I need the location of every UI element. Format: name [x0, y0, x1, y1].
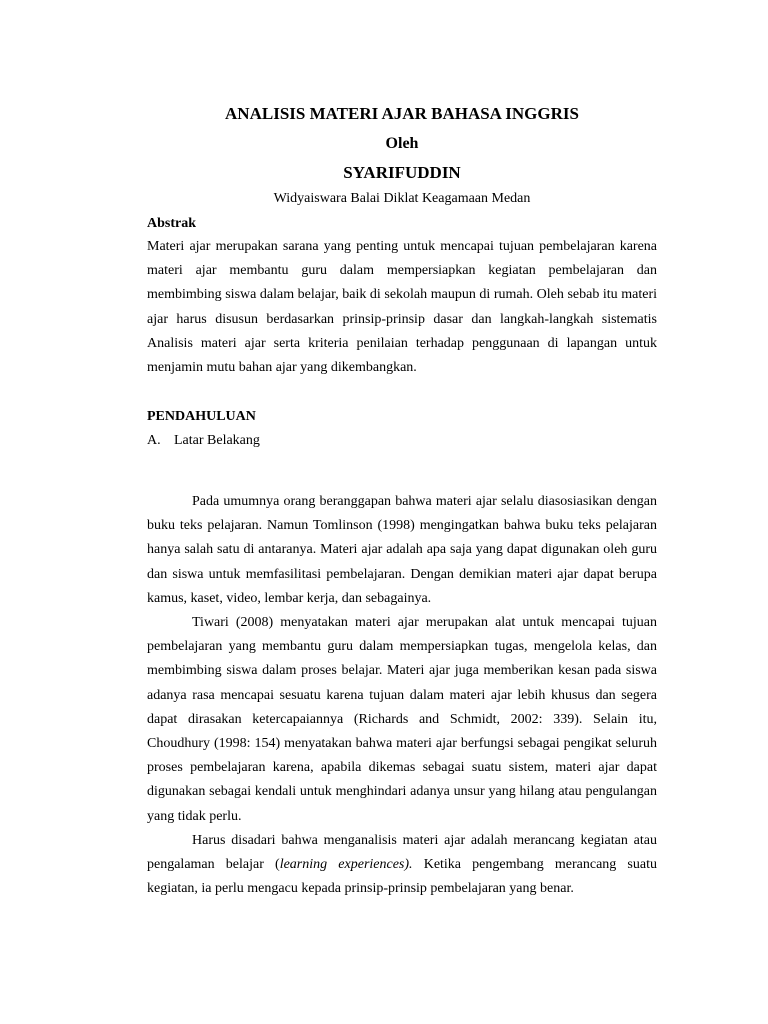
body-paragraph-2: Tiwari (2008) menyatakan materi ajar merupakan alat untuk mencapai tujuan pembelajaran yang membantu guru dalam mempersiapkan tugas, mengelola kelas, dan membimbing siswa dalam proses belajar. Materi ajar juga memberikan kesan pada siswa adanya rasa mencapai sesuatu karena tujuan dalam materi ajar lebih khusus dan segera dapat dirasakan ketercapaiannya (Richards and Schmidt, 2002: 339). Selain itu, Choudhury (1998: 154) menyatakan bahwa materi ajar berfungsi sebagai pengikat seluruh proses pembelajaran karena, apabila dikemas sebagai suatu sistem, materi ajar dapat digunakan sebagai kendali untuk menghindari adanya unsur yang hilang atau pengulangan yang tidak perlu.: [147, 615, 657, 824]
body-paragraph-1: Pada umumnya orang beranggapan bahwa materi ajar selalu diasosiasikan dengan buku teks pelajaran. Namun Tomlinson (1998) mengingatkan bahwa buku teks pelajaran hanya salah satu di antaranya. Materi ajar adalah apa saja yang dapat digunakan oleh guru dan siswa untuk memfasilitasi pembelajaran. Dengan demikian materi ajar dapat berupa kamus, kaset, video, lembar kerja, dan sebagainya.: [147, 494, 657, 606]
body-section: [147, 490, 657, 901]
subsection-heading: [147, 430, 260, 452]
body-paragraph-3: [147, 829, 657, 902]
abstract-section: [147, 235, 657, 380]
abstract-text: Materi ajar merupakan sarana yang penting untuk mencapai tujuan pembelajaran karena materi ajar membantu guru dalam mempersiapkan kegiatan pembelajaran dan membimbing siswa dalam belajar, baik di sekolah maupun di rumah. Oleh sebab itu materi ajar harus disusun berdasarkan prinsip-prinsip dasar dan langkah-langkah sistematis Analisis materi ajar serta kriteria penilaian terhadap penggunaan di lapangan untuk menjamin mutu bahan ajar yang dikembangkan.: [147, 239, 657, 376]
author-affiliation: Widyaiswara Balai Diklat Keagamaan Medan: [273, 191, 531, 206]
abstract-heading: Abstrak: [147, 216, 197, 231]
subsection-title: Latar Belakang: [174, 433, 260, 448]
subsection-number: A.: [147, 433, 161, 448]
paragraph-3-end: Ketika pengembang merancang suatu kegiatan, ia perlu mengacu kepada prinsip-prinsip pembelajaran yang benar.: [147, 857, 657, 897]
paragraph-3-italic-term: learning experiences).: [279, 857, 413, 873]
paragraph-3-start: Harus disadari bahwa menganalisis materi ajar adalah merancang kegiatan atau pengalaman belajar (: [147, 832, 657, 873]
author-name: SYARIFUDDIN: [343, 163, 461, 182]
paper-title: ANALISIS MATERI AJAR BAHASA INGGRIS: [225, 104, 579, 123]
byline: Oleh: [385, 135, 419, 152]
section-heading: PENDAHULUAN: [147, 409, 256, 424]
